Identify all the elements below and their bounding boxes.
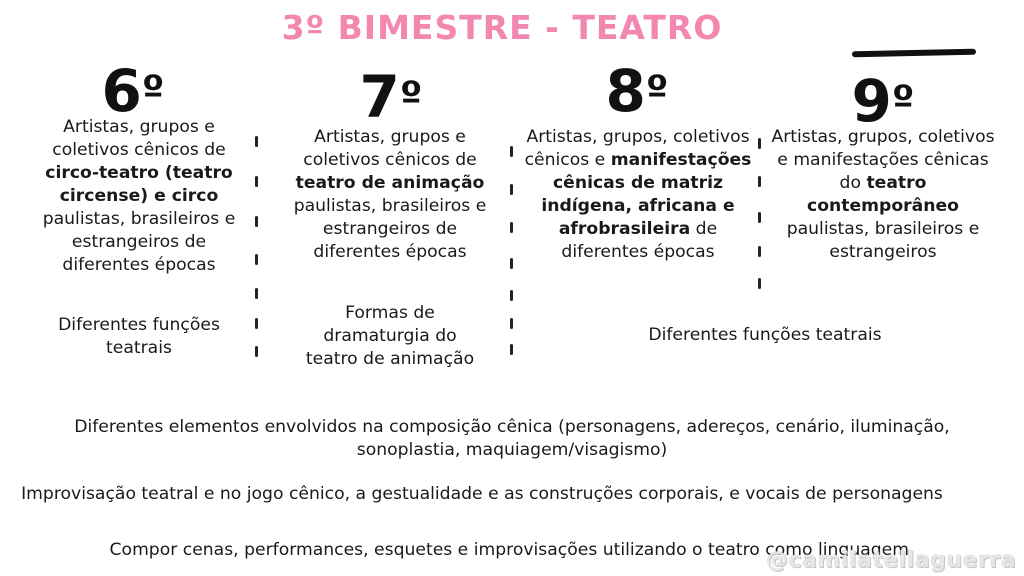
grade-8-ordinal: º — [645, 68, 669, 114]
grade-9-ordinal: º — [891, 78, 915, 124]
author-watermark: @camilatellaguerra — [766, 548, 1016, 573]
column-6-text-pre: Artistas, grupos e coletivos cênicos de — [52, 117, 226, 160]
column-7-text-post: paulistas, brasileiros e estrangeiros de diferentes épocas — [293, 196, 487, 262]
shared-line-elements-text: Diferentes elementos envolvidos na composição cênica (personagens, adereços, cenário, iluminação, sonoplastia, maquiagem/visagismo) — [74, 417, 950, 460]
grade-6-ordinal: º — [141, 68, 165, 114]
column-89-subitem: Diferentes funções teatrais — [648, 325, 882, 345]
column-7-subitem: Formas de dramaturgia do teatro de animação — [305, 303, 475, 369]
grade-8-number: 8 — [605, 57, 646, 125]
grade-7-number: 7 — [359, 63, 400, 131]
column-7-text-pre: Artistas, grupos e coletivos cênicos de — [303, 127, 477, 170]
grade-7-heading — [354, 63, 428, 131]
column-9-text-pre: Artistas, grupos, coletivos e manifestações cênicas do — [771, 127, 995, 193]
grade-9-overline — [852, 49, 976, 58]
page-title: 3º BIMESTRE - TEATRO — [281, 8, 723, 47]
shared-line-compose: Compor cenas, performances, esquetes e improvisações utilizando o teatro como linguagem. — [109, 540, 915, 560]
grade-7-ordinal: º — [399, 74, 423, 120]
column-6-text-post: paulistas, brasileiros e estrangeiros de diferentes épocas — [42, 209, 236, 275]
column-9-text-bold: teatro contemporâneo — [807, 173, 959, 216]
column-9-content — [766, 126, 1000, 264]
shared-line-improvisation: Improvisação teatral e no jogo cênico, a gestualidade e as construções corporais, e vocais de personagens — [21, 484, 943, 504]
column-6-content — [28, 116, 250, 277]
grade-9-number: 9 — [851, 67, 892, 135]
column-6-text-bold: circo-teatro (teatro circense) e circo — [45, 163, 233, 206]
grade-9-heading — [846, 67, 920, 135]
column-6-subitem: Diferentes funções teatrais — [58, 315, 220, 358]
grade-6-number: 6 — [101, 57, 142, 125]
divider-6-7 — [254, 136, 260, 378]
grade-8-heading — [600, 57, 674, 125]
column-7-content — [282, 126, 498, 264]
divider-7-8 — [509, 146, 515, 358]
divider-8-9 — [757, 138, 763, 294]
column-8-text-bold: manifestações cênicas de matriz indígena, africana e afrobrasileira — [541, 150, 752, 239]
column-9-text-post: paulistas, brasileiros e estrangeiros — [786, 219, 980, 262]
grade-6-heading — [96, 57, 170, 125]
column-8-text-post: de diferentes épocas — [561, 219, 718, 262]
column-8-content — [520, 126, 756, 264]
column-7-text-bold: teatro de animação — [295, 173, 485, 193]
column-8-text-pre: Artistas, grupos, coletivos cênicos e — [524, 127, 750, 170]
shared-line-elements — [0, 416, 1024, 462]
